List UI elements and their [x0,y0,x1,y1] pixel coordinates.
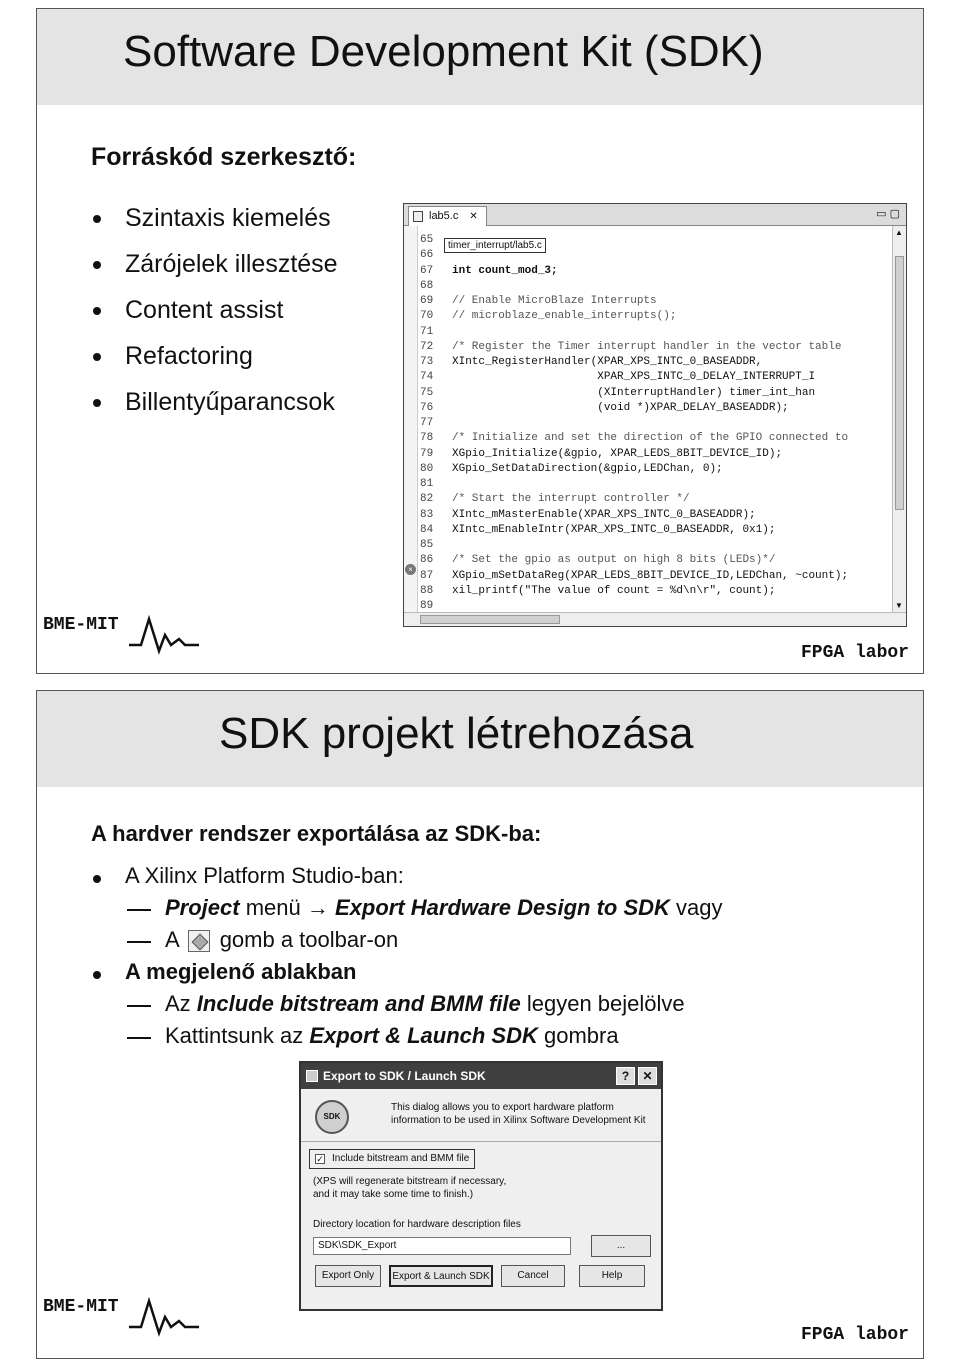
line-number: 89 [420,600,434,612]
line-number: 76 [420,401,434,414]
footer-course-text: FPGA labor [800,643,909,663]
footer-logo-text: BME-MIT [43,615,119,635]
waveform-logo-icon [129,609,199,657]
line-text: XIntc_mMasterEnable(XPAR_XPS_INTC_0_BASEADDR); [452,508,756,521]
sub-bullet-item [91,991,685,1017]
code-line [420,279,848,294]
slide-2 [36,690,924,1359]
text: gomb a toolbar-on [219,927,399,952]
divider [301,1141,661,1142]
button-name: Export & Launch SDK [309,1023,538,1048]
code-editor-screenshot [403,203,907,627]
horizontal-scrollbar[interactable] [404,612,906,626]
line-number: 68 [420,279,434,292]
text: Kattintsunk az [165,1023,310,1048]
export-only-button[interactable]: Export Only [315,1265,381,1287]
sdk-toolbar-button-icon [188,930,210,952]
menu-name: Project [165,895,240,920]
code-area[interactable] [420,233,848,614]
line-number: 87 [420,569,434,582]
line-number: 74 [420,371,434,384]
scroll-down-icon[interactable]: ▼ [895,601,903,610]
bullet-item: Billentyűparancsok [91,379,338,425]
line-number: 84 [420,523,434,536]
line-text: // microblaze_enable_interrupts(); [452,310,677,323]
code-line [420,355,848,370]
line-text: /* Initialize and set the direction of the GPIO connected to [452,432,849,445]
window-buttons[interactable]: ▭ ▢ [876,208,900,220]
scrollbar-thumb[interactable] [895,256,904,510]
directory-input[interactable]: SDK\SDK_Export [313,1237,571,1255]
editor-tab-label: lab5.c [429,210,459,222]
export-sdk-dialog [299,1061,663,1311]
line-number: 69 [420,295,434,307]
line-number: 85 [420,539,434,551]
line-text: XPAR_XPS_INTC_0_DELAY_INTERRUPT_I [452,371,816,384]
slide-title: SDK projekt létrehozása [219,709,694,758]
line-text: /* Register the Timer interrupt handler in the vector table [452,340,842,353]
code-line [420,325,848,340]
editor-tab[interactable] [408,206,487,226]
text: legyen bejelölve [520,991,685,1016]
dialog-title: Export to SDK / Launch SDK [323,1069,486,1083]
code-line [420,401,848,416]
line-number: 83 [420,508,434,521]
sub-bullet-item [91,1023,619,1049]
line-number: 86 [420,554,434,567]
export-launch-sdk-button[interactable]: Export & Launch SDK [389,1265,493,1287]
line-text: int count_mod_3; [452,264,558,277]
code-line [420,584,848,599]
slide-title: Software Development Kit (SDK) [123,27,764,76]
line-text: /* Start the interrupt controller */ [452,493,690,506]
code-line [420,386,848,401]
text: menü [239,895,307,920]
text: Az [165,991,197,1016]
line-number: 71 [420,325,434,338]
code-line [420,492,848,507]
line-number: 81 [420,478,434,490]
line-text: XIntc_RegisterHandler(XPAR_XPS_INTC_0_BASEADDR, [452,356,763,368]
line-text: XGpio_Initialize(&gpio, XPAR_LEDS_8BIT_DEVICE_ID); [452,447,783,460]
sdk-logo-icon: SDK [315,1100,349,1134]
code-line [420,416,848,431]
vertical-scrollbar[interactable] [892,226,906,612]
code-line [420,340,848,355]
waveform-logo-icon [129,1291,199,1339]
code-line [420,370,848,385]
error-marker-icon: × [405,564,416,575]
code-line [420,569,848,584]
code-line [420,553,848,568]
text: gombra [537,1023,619,1048]
option-name: Include bitstream and BMM file [196,991,521,1016]
code-line [420,462,848,477]
scroll-up-icon[interactable]: ▲ [895,228,903,237]
code-line [420,508,848,523]
close-icon[interactable]: ✕ [469,211,478,222]
sub-bullet-item [91,927,398,953]
bullet-item: A megjelenő ablakban [91,959,356,985]
editor-body[interactable] [404,226,892,612]
sub-bullet-item [91,895,723,921]
line-text: (XInterruptHandler) timer_int_han [452,386,816,399]
line-number: 79 [420,447,434,460]
dialog-description: This dialog allows you to export hardware platform information to be used in Xilinx Software Development Kit [391,1102,646,1126]
line-number: 75 [420,386,434,399]
code-line [420,431,848,446]
checkbox-label: Include bitstream and BMM file [332,1153,470,1164]
footer-logo-text: BME-MIT [43,1297,119,1317]
line-text: xil_printf("The value of count = %d\n\r", count); [452,584,776,597]
bullet-list [91,195,338,425]
editor-tab-bar [404,204,906,226]
help-button[interactable]: Help [579,1265,645,1287]
directory-label: Directory location for hardware description files [313,1219,521,1230]
section-heading: A hardver rendszer exportálása az SDK-ba: [91,821,542,846]
line-number: 80 [420,462,434,475]
line-number: 73 [420,356,434,368]
bullet-item: Refactoring [91,333,338,379]
regenerate-note: (XPS will regenerate bitstream if necessary, and it may take some time to finish.) [313,1176,507,1200]
browse-button[interactable]: ... [591,1235,651,1257]
include-bitstream-checkbox[interactable] [309,1149,475,1169]
line-number: 77 [420,417,434,429]
code-line [420,523,848,538]
code-line [420,294,848,309]
line-number: 67 [420,264,434,277]
line-number: 65 [420,234,434,246]
line-text: (void *)XPAR_DELAY_BASEADDR); [452,401,789,414]
line-number: 72 [420,340,434,353]
c-file-icon [413,211,423,222]
arrow-icon: → [306,895,329,920]
line-number: 88 [420,584,434,597]
bullet-item: Szintaxis kiemelés [91,195,338,241]
line-text: /* Set the gpio as output on high 8 bits (LEDs)*/ [452,554,776,567]
line-text: XIntc_mEnableIntr(XPAR_XPS_INTC_0_BASEADDR, 0x1); [452,523,776,536]
cancel-button[interactable]: Cancel [501,1265,565,1287]
line-number: 78 [420,432,434,445]
bullet-item: A Xilinx Platform Studio-ban: [91,863,404,889]
close-icon[interactable]: ✕ [638,1067,657,1085]
line-text: XGpio_SetDataDirection(&gpio,LEDChan, 0); [452,462,723,475]
bullet-item: Zárójelek illesztése [91,241,338,287]
section-heading: Forráskód szerkesztő: [91,143,357,171]
scrollbar-thumb[interactable] [420,615,560,624]
file-path-tooltip: timer_interrupt/lab5.c [444,238,546,253]
line-number: 70 [420,310,434,323]
code-line [420,264,848,279]
menu-command: Export Hardware Design to SDK [328,895,670,920]
checkbox-checked-icon[interactable]: ✓ [316,1154,324,1164]
line-number: 66 [420,249,434,262]
code-line [420,538,848,553]
line-text: // Enable MicroBlaze Interrupts [452,295,657,307]
text: vagy [669,895,723,920]
help-title-button[interactable]: ? [616,1067,635,1085]
app-icon [306,1070,318,1082]
code-line [420,447,848,462]
slide-1 [36,8,924,674]
dialog-title-bar [301,1063,661,1089]
editor-ruler [404,226,418,612]
code-line [420,477,848,492]
line-number: 82 [420,493,434,506]
footer-course-text: FPGA labor [800,1325,909,1345]
line-text: XGpio_mSetDataReg(XPAR_LEDS_8BIT_DEVICE_ID,LEDChan, ~count); [452,569,849,582]
code-line [420,309,848,324]
text: A [165,927,180,952]
bullet-item: Content assist [91,287,338,333]
